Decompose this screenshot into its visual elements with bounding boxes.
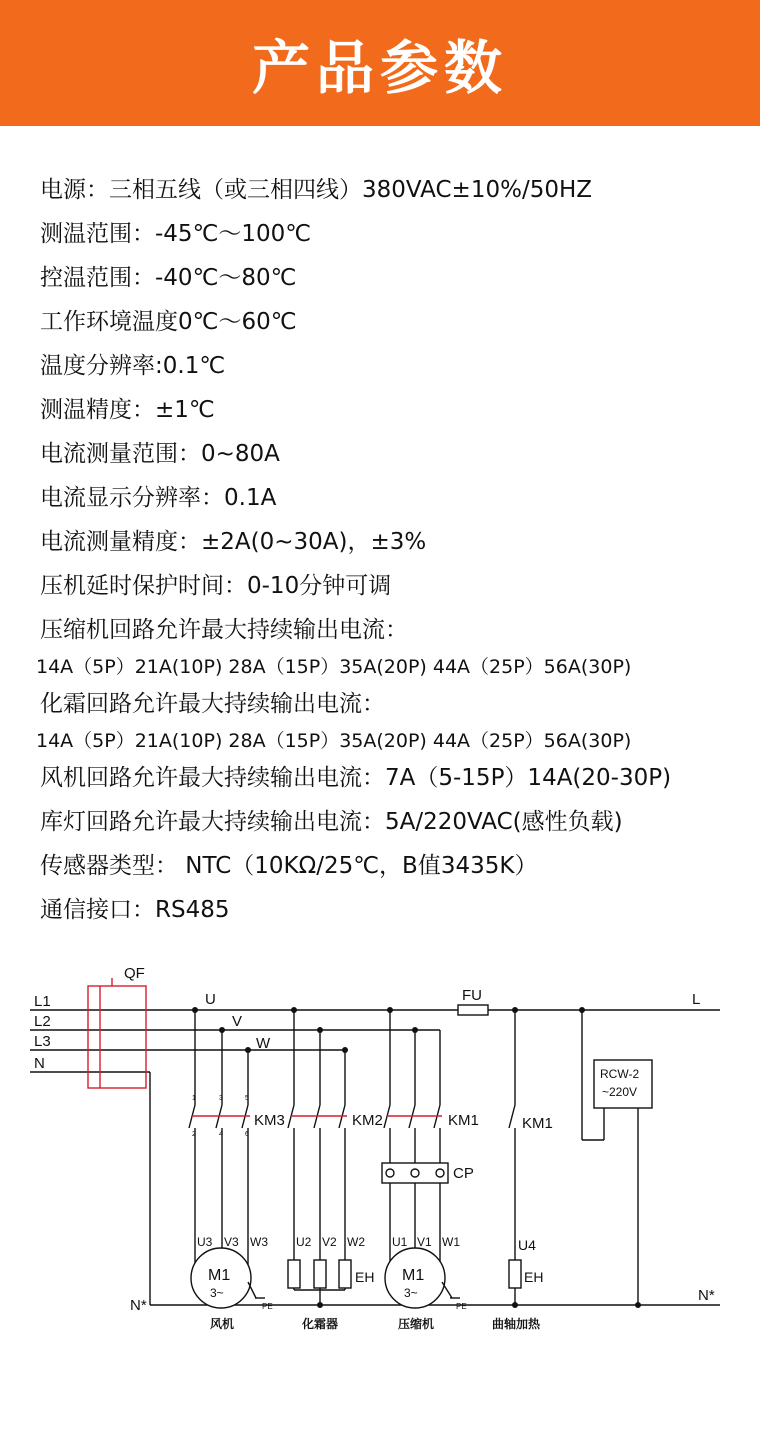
caption-defrost: 化霜器	[302, 1317, 339, 1331]
contact-num: 4	[219, 1131, 223, 1138]
page-title: 产品参数	[251, 34, 508, 102]
caption-fan: 风机	[210, 1317, 235, 1331]
spec-item: 电流测量精度：±2A(0~30A)，±3%	[40, 529, 427, 555]
motor-label: M1	[208, 1267, 231, 1284]
km1-label: KM1	[448, 1112, 479, 1129]
spec-list	[36, 168, 755, 932]
terminal-label: U4	[518, 1237, 536, 1253]
spec-item: 14A（5P）21A(10P) 28A（15P）35A(20P) 44A（25P）56A(30P)	[36, 730, 632, 752]
wiring-diagram	[0, 960, 760, 1380]
fuse-label: FU	[462, 987, 482, 1004]
motor-sub-label: 3~	[404, 1286, 418, 1300]
phase-u-label: U	[205, 991, 216, 1008]
spec-item: 库灯回路允许最大持续输出电流：5A/220VAC(感性负载)	[40, 809, 623, 835]
eh-label: EH	[524, 1269, 544, 1285]
km2-label: KM2	[352, 1112, 383, 1129]
line-n-label: N	[34, 1055, 45, 1072]
spec-item: 控温范围：-40℃～80℃	[40, 265, 297, 291]
line-l2-label: L2	[34, 1013, 51, 1030]
terminal-label: U1	[392, 1235, 408, 1249]
cp-label: CP	[453, 1165, 474, 1182]
phase-v-label: V	[232, 1013, 243, 1030]
contact-num: 2	[192, 1131, 196, 1138]
contact-num: 3	[219, 1095, 223, 1102]
spec-item: 压缩机回路允许最大持续输出电流：	[40, 617, 408, 643]
line-l1-label: L1	[34, 993, 51, 1010]
pe-label: PE	[262, 1302, 273, 1311]
terminal-label: W3	[250, 1235, 268, 1249]
line-l-right-label: L	[692, 991, 701, 1008]
line-l3-label: L3	[34, 1033, 51, 1050]
contact-num: 6	[245, 1131, 249, 1138]
km3-label: KM3	[254, 1112, 285, 1129]
terminal-label: W1	[442, 1235, 460, 1249]
caption-crank-heater: 曲轴加热	[492, 1317, 541, 1331]
spec-item: 传感器类型： NTC（10KΩ/25℃，B值3435K）	[40, 853, 538, 879]
spec-item: 电流测量范围：0~80A	[40, 441, 280, 467]
terminal-label: V2	[322, 1235, 337, 1249]
motor-label: M1	[402, 1267, 425, 1284]
pe-label: PE	[456, 1302, 467, 1311]
spec-item: 压机延时保护时间：0-10分钟可调	[40, 573, 392, 599]
header-banner	[0, 0, 760, 126]
motor-sub-label: 3~	[210, 1286, 224, 1300]
n-star-right-label: N*	[698, 1287, 715, 1304]
spec-item: 14A（5P）21A(10P) 28A（15P）35A(20P) 44A（25P）56A(30P)	[36, 656, 632, 678]
spec-item: 通信接口：RS485	[40, 897, 230, 923]
spec-item: 工作环境温度0℃～60℃	[40, 309, 297, 335]
terminal-label: U2	[296, 1235, 312, 1249]
rcw-voltage: ~220V	[602, 1085, 638, 1099]
phase-w-label: W	[256, 1035, 271, 1052]
n-star-left-label: N*	[130, 1297, 147, 1314]
spec-item: 测温精度：±1℃	[40, 397, 215, 423]
spec-item: 电源：三相五线（或三相四线）380VAC±10%/50HZ	[40, 177, 593, 203]
qf-label: QF	[124, 965, 145, 982]
spec-item: 温度分辨率:0.1℃	[40, 353, 226, 379]
spec-item: 化霜回路允许最大持续输出电流：	[40, 691, 385, 717]
eh-label: EH	[355, 1269, 375, 1285]
spec-item: 电流显示分辨率：0.1A	[40, 485, 277, 511]
spec-item: 测温范围：-45℃～100℃	[40, 221, 312, 247]
spec-item: 风机回路允许最大持续输出电流：7A（5-15P）14A(20-30P)	[40, 765, 672, 791]
terminal-label: U3	[197, 1235, 213, 1249]
caption-compressor: 压缩机	[398, 1317, 435, 1331]
contact-num: 1	[192, 1095, 196, 1102]
terminal-label: V3	[224, 1235, 239, 1249]
terminal-label: W2	[347, 1235, 365, 1249]
contact-num: 5	[245, 1095, 249, 1102]
rcw-name: RCW-2	[600, 1067, 640, 1081]
km1-single-label: KM1	[522, 1115, 553, 1132]
terminal-label: V1	[417, 1235, 432, 1249]
